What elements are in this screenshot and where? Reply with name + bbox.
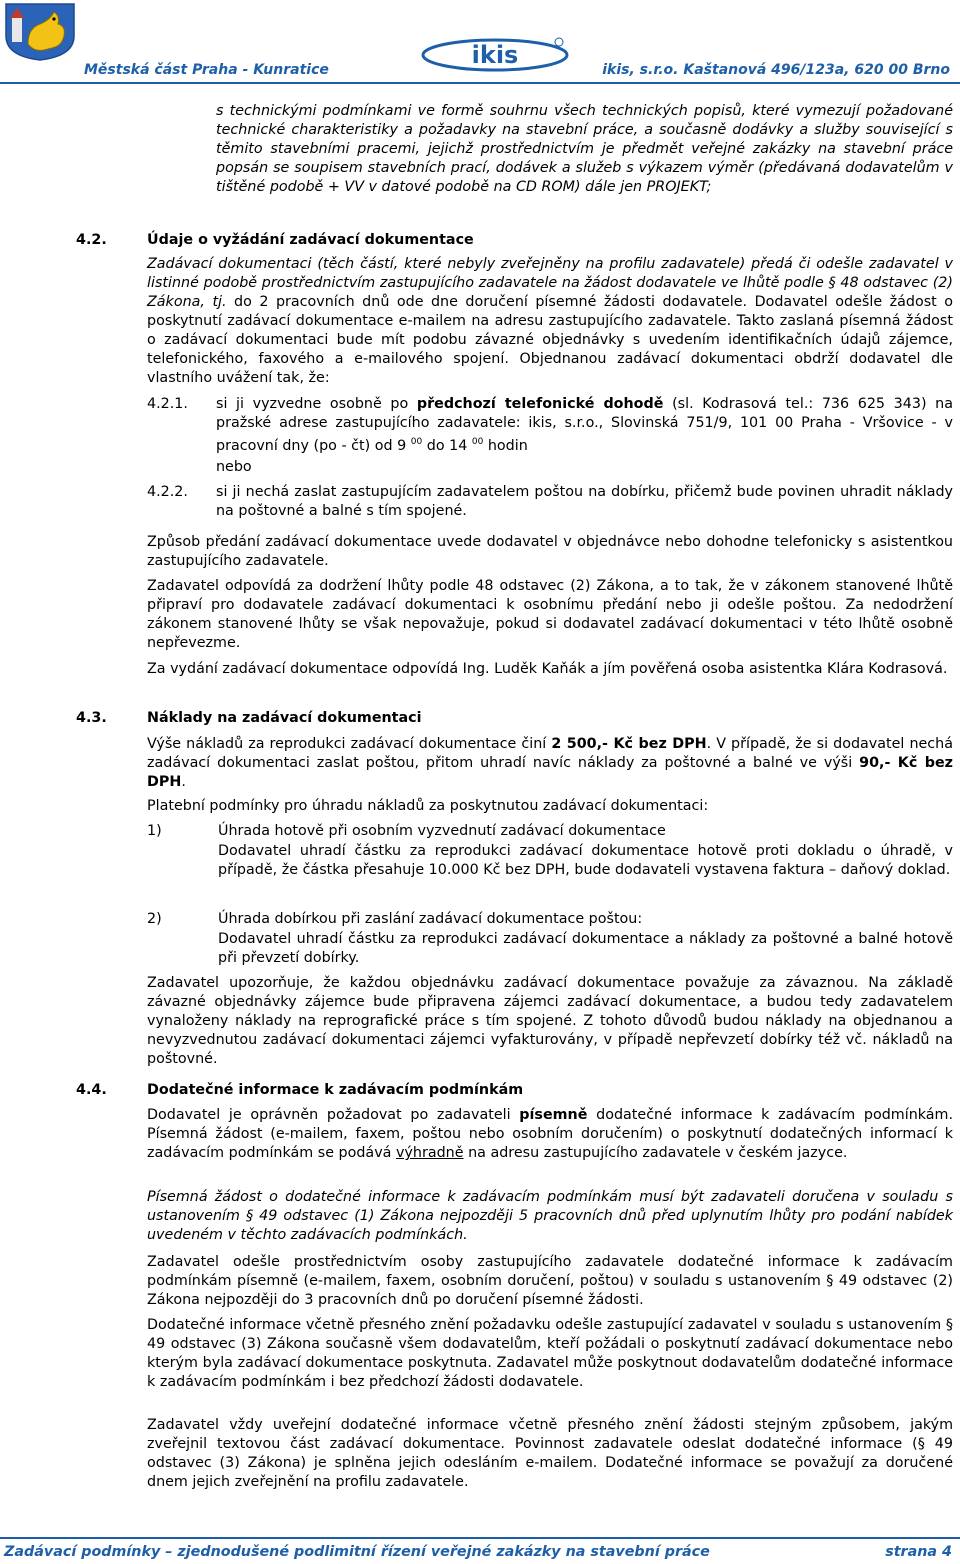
s42-item1-d: do 14 [422,437,472,454]
s43-p1-postage: 90,- Kč bez DPH [147,755,953,790]
s42-paragraph-1 [147,255,953,388]
footer-divider [0,1537,960,1539]
s44-paragraph-5: Zadavatel vždy uveřejní dodatečné informace včetně přesného znění žádosti stejným způsobem, jakým zveřejnil textovou část zadávací dokumentace. Povinnost zadavatele odeslat dodatečné informace (§ 49 odstavec (3) Zákona) je splněna jejich odesláním e-mailem. Dodatečné informace se považují za doručené dnem jejich zveřejnění na profilu zadavatele. [147,1417,953,1490]
s42-item-1 [216,395,953,456]
s44-p1-bold: písemně [519,1107,588,1123]
s44-paragraph-3: Zadavatel odešle prostřednictvím osoby zastupujícího zadavatele dodatečné informace k zadávacím podmínkám písemně (e-mailem, faxem, osobním doručení, poštou) v souladu s ustanovením § 49 odstavec (2) Zákona nejpozději do 3 pracovních dnů po doručení písemné žádosti. [147,1254,953,1308]
s42-item1-sup1: 00 [410,437,423,447]
section-number-4-2: 4.2. [76,232,107,248]
footer-document-title: Zadávací podmínky – zjednodušené podlimitní řízení veřejné zakázky na stavební práce [4,1544,710,1560]
s44-paragraph-1 [147,1106,953,1163]
section-heading-4-2: Údaje o vyžádání zadávací dokumentace [147,232,474,248]
section-heading-4-3: Náklady na zadávací dokumentaci [147,710,422,726]
section-heading-4-4: Dodatečné informace k zadávacím podmínkám [147,1082,524,1098]
s42-item1-bold: předchozí telefonické dohodě [416,396,664,412]
s43-paragraph-2: Platební podmínky pro úhradu nákladů za poskytnutou zadávací dokumentaci: [147,798,709,814]
header-municipality: Městská část Praha - Kunratice [84,62,329,78]
s42-paragraph-2: Způsob předání zadávací dokumentace uvede dodavatel v objednávce nebo dohodne telefonicky s asistentkou zastupujícího zadavatele. [147,534,953,569]
s43-item-1-text: Dodavatel uhradí částku za reprodukci zadávací dokumentace hotově proti dokladu o úhradě, v případě, že částka přesahuje 10.000 Kč bez DPH, bude dodavateli vystavena faktura – daňový doklad. [218,843,953,878]
ikis-logo [420,36,570,74]
s42-paragraph-3: Zadavatel odpovídá za dodržení lhůty podle 48 odstavec (2) Zákona, a to tak, že v zákonem stanovené lhůtě připraví pro dodavatele zadávací dokumentaci k osobnímu předání nebo ji odešle poštou. Za nedodržení zákonem stanovené lhůty se však nepovažuje, pokud si dodavatel zadávací dokumentaci v této lhůtě osobně nepřevezme. [147,578,953,651]
s44-p1-e: na adresu zastupujícího zadavatele v českém jazyce. [463,1145,848,1161]
intro-paragraph: s technickými podmínkami ve formě souhrnu všech technických popisů, které vymezují požadované technické charakteristiky a požadavky na stavební práce, a současně dodávky a služby související s těmito stavebními pracemi, jejichž prostřednictvím je předmět veřejné zakázky na stavební práce popsán se soupisem stavebních prací, dodávek a služeb s výkazem výměr (předávaná dodavatelům v tištěné podobě + VV v datové podobě na CD ROM) dále jen PROJEKT; [216,103,953,195]
header-company-address: ikis, s.r.o. Kaštanová 496/123a, 620 00 Brno [602,62,950,78]
s42-paragraph-4: Za vydání zadávací dokumentace odpovídá Ing. Luděk Kaňák a jím pověřená osoba asistentka Klára Kodrasová. [147,661,948,677]
s44-paragraph-2: Písemná žádost o dodatečné informace k zadávacím podmínkám musí být zadavateli doručena v souladu s ustanovením § 49 odstavec (1) Zákona nejpozději 5 pracovních dnů před uplynutím lhůty pro podání nabídek uvedeném v těchto zadávacích podmínkách. [147,1189,953,1243]
list-number-1: 1) [147,823,162,839]
s43-p1-c: . V případě, že si dodavatel nechá zadávací dokumentaci zaslat poštou, přitom uhradí navíc náklady za poštovné a balné ve výši [147,736,953,771]
page-header [0,0,960,84]
s42-item1-a: si ji vyzvedne osobně po [216,396,417,412]
section-number-4-4: 4.4. [76,1082,107,1098]
section-number-4-3: 4.3. [76,710,107,726]
or-label: nebo [216,459,252,475]
s43-paragraph-1 [147,735,953,792]
svg-text:ikis: ikis [471,41,519,69]
s44-p1-c: dodatečné informace k zadávacím podmínkám. Písemná žádost (e-mailem, faxem, poštou nebo osobním doručením) o poskytnutí dodatečných informací k zadávacím podmínkám se podává [147,1107,954,1161]
s43-paragraph-3: Zadavatel upozorňuje, že každou objednávku zadávací dokumentace považuje za závaznou. Na základě závazné objednávky zájemce bude připravena zájemci zadávací dokumentace, a budou tedy zadavatelem vynaloženy náklady na reprografické práce s tím spojené. Z tohoto důvodů budou náklady na objednanou a nevyzvednutou zadávací dokumentaci zájemci vyfakturovány, v případě nepřevzetí dobírky též vč. nákladů na poštovné. [147,975,953,1067]
page-number: strana 4 [885,1544,952,1560]
header-divider [0,82,960,84]
s44-p1-a: Dodavatel je oprávněn požadovat po zadavateli [147,1107,520,1123]
item-number-4-2-1: 4.2.1. [147,396,188,412]
s42-p1-italic: Zadávací dokumentaci (těch částí, které nebyly zveřejněny na profilu zadavatele) předá či odešle zadavatel v listinné podobě prostřednictvím zastupujícího zadavatele na žádost dodavatele ve lhůtě podle § 48 odstavec (2) Zákona, tj. [147,256,953,310]
s44-paragraph-4: Dodatečné informace včetně přesného znění požadavku odešle zastupující zadavatel v souladu s ustanovením § 49 odstavec (3) Zákona současně všem dodavatelům, kteří požádali o poskytnutí zadávací dokumentace nebo kterým byla zadávací dokumentace poskytnuta. Zadavatel může poskytnout dodavatelům dodatečné informace k zadávacím podmínkám i bez předchozí žádosti dodavatele. [147,1317,953,1390]
s42-item-2: si ji nechá zaslat zastupujícím zadavatelem poštou na dobírku, přičemž bude povinen uhradit náklady na poštovné a balné s tím spojené. [216,484,953,519]
s43-p1-a: Výše nákladů za reprodukci zadávací dokumentace činí [147,736,552,752]
s42-item1-e: hodin [483,437,528,454]
item-number-4-2-2: 4.2.2. [147,484,188,500]
coat-of-arms-icon [4,2,76,62]
s43-item-2-title: Úhrada dobírkou při zaslání zadávací dokumentace poštou: [218,911,643,927]
s43-p1-price: 2 500,- Kč bez DPH [551,736,707,752]
s42-item1-c: (sl. Kodrasová tel.: 736 625 343) na pražské adrese zastupujícího zadavatele: ikis, s.r.o., Slovinská 751/9, 101 00 Praha - Vršovice - v pracovní dny (po - čt) od 9 [216,396,953,454]
s42-p1-rest: do 2 pracovních dnů ode dne doručení písemné žádosti dodavatele. Dodavatel odešle žádost o poskytnutí zadávací dokumentace e-mailem na adresu zastupujícího zadavatele. Takto zaslaná písemná žádost o zadávací dokumentaci bude mít podobu závazné objednávky s uvedením identifikačních údajů zájemce, telefonického, faxového a e-mailového spojení. Objednanou zadávací dokumentaci obdrží dodavatel dle vlastního uvážení tak, že: [147,294,953,386]
s42-item1-sup2: 00 [471,437,484,447]
list-number-2: 2) [147,911,162,927]
s43-item-1-title: Úhrada hotově při osobním vyzvednutí zadávací dokumentace [218,823,666,839]
s43-item-2-text: Dodavatel uhradí částku za reprodukci zadávací dokumentace a náklady za poštovné a balné hotově při převzetí dobírky. [218,931,953,966]
s43-p1-e: . [181,774,186,790]
s44-p1-underlined: výhradně [395,1145,464,1161]
